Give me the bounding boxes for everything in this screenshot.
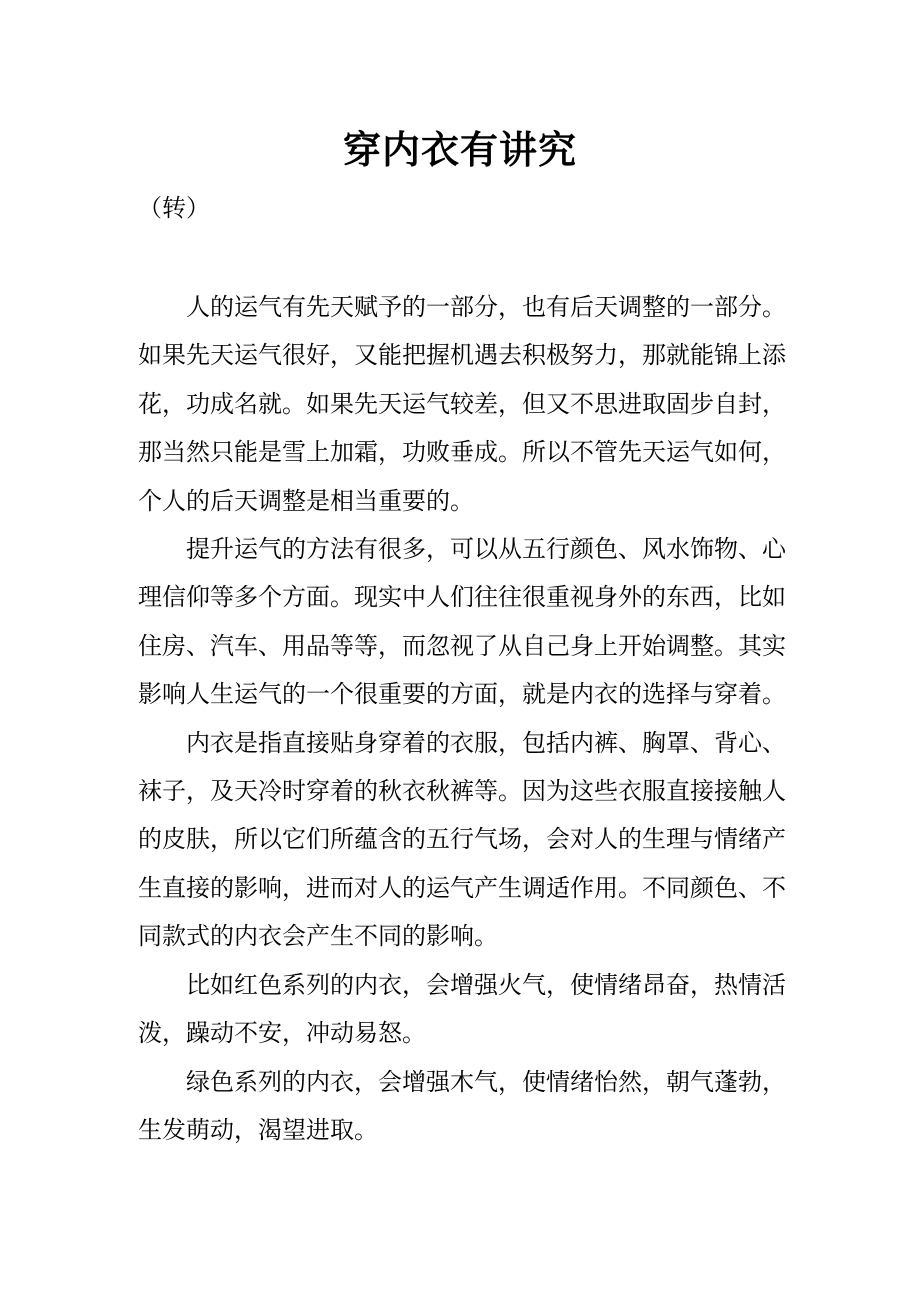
paragraph: 人的运气有先天赋予的一部分，也有后天调整的一部分。如果先天运气很好，又能把握机遇去积极努力，那就能锦上添花，功成名就。如果先天运气较差，但又不思进取固步自封，那当然只能是雪上加霜，功败垂成。所以不管先天运气如何，个人的后天调整是相当重要的。 [138, 293, 786, 515]
document-body [138, 283, 786, 1154]
source-note: （转） [138, 194, 210, 222]
paragraph: 内衣是指直接贴身穿着的衣服，包括内裤、胸罩、背心、袜子，及天冷时穿着的秋衣秋裤等。因为这些衣服直接接触人的皮肤，所以它们所蕴含的五行气场，会对人的生理与情绪产生直接的影响，进而对人的运气产生调适作用。不同颜色、不同款式的内衣会产生不同的影响。 [138, 728, 786, 951]
paragraph: 提升运气的方法有很多，可以从五行颜色、风水饰物、心理信仰等多个方面。现实中人们往往很重视身外的东西，比如住房、汽车、用品等等，而忽视了从自己身上开始调整。其实影响人生运气的一个很重要的方面，就是内衣的选择与穿着。 [138, 535, 786, 709]
paragraph: 绿色系列的内衣，会增强木气，使情绪怡然，朝气蓬勃，生发萌动，渴望进取。 [138, 1067, 786, 1144]
paragraph: 比如红色系列的内衣，会增强火气，使情绪昂奋，热情活泼，躁动不安，冲动易怒。 [138, 970, 786, 1048]
document-title: 穿内衣有讲究 [342, 127, 577, 172]
